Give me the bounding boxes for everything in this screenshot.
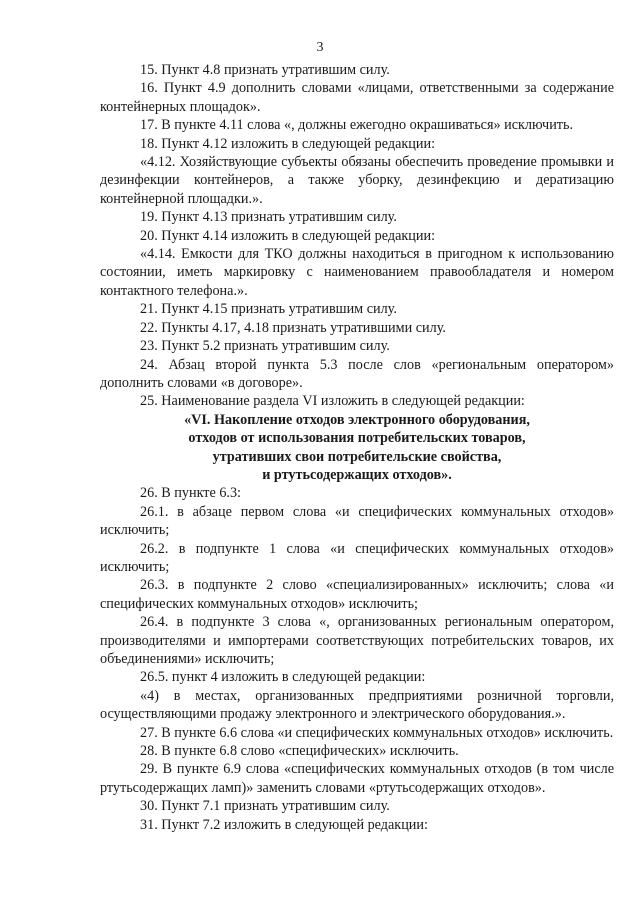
document-body <box>100 61 614 834</box>
section-heading-line: «VI. Накопление отходов электронного оборудования, <box>184 411 530 428</box>
paragraph-26-2: 26.2. в подпункте 1 слова «и специфических коммунальных отходов» исключить; <box>100 540 614 575</box>
paragraph-24: 24. Абзац второй пункта 5.3 после слов «региональным оператором» дополнить словами «в договоре». <box>100 356 614 391</box>
paragraph-18: 18. Пункт 4.12 изложить в следующей редакции: <box>140 135 436 152</box>
paragraph-26: 26. В пункте 6.3: <box>140 485 241 502</box>
paragraph-17: 17. В пункте 4.11 слова «, должны ежегодно окрашиваться» исключить. <box>140 117 574 134</box>
paragraph-20: 20. Пункт 4.14 изложить в следующей редакции: <box>140 227 436 244</box>
paragraph-26-5: 26.5. пункт 4 изложить в следующей редакции: <box>140 669 426 686</box>
paragraph-29: 29. В пункте 6.9 слова «специфических коммунальных отходов (в том числе ртутьсодержащих ламп)» заменить словами «ртутьсодержащих отходов». <box>100 761 614 796</box>
section-heading-line: и ртутьсодержащих отходов». <box>262 466 452 483</box>
paragraph-4-12-text: «4.12. Хозяйствующие субъекты обязаны обеспечить проведение промывки и дезинфекции контейнеров, а также уборку, дезинфекцию и дератизацию контейнерной площадки.». <box>100 154 614 207</box>
paragraph-15: 15. Пункт 4.8 признать утратившим силу. <box>140 62 390 78</box>
paragraph-28: 28. В пункте 6.8 слово «специфических» исключить. <box>140 743 459 760</box>
paragraph-26-1: 26.1. в абзаце первом слова «и специфических коммунальных отходов» исключить; <box>100 503 614 539</box>
paragraph-26-3: 26.3. в подпункте 2 слово «специализированных» исключить; слова «и специфических коммунальных отходов» исключить; <box>100 577 614 612</box>
paragraph-31: 31. Пункт 7.2 изложить в следующей редакции: <box>140 816 428 833</box>
paragraph-25: 25. Наименование раздела VI изложить в следующей редакции: <box>140 393 525 410</box>
paragraph-4-14-text: «4.14. Емкости для ТКО должны находиться в пригодном к использованию состоянии, иметь маркировку с наименованием правообладателя и номером контактного телефона.». <box>100 246 614 299</box>
section-heading-line: утративших свои потребительские свойства, <box>212 448 502 465</box>
section-heading <box>100 411 614 485</box>
page-number: 3 <box>316 40 324 55</box>
paragraph-4-item-text: «4) в местах, организованных предприятиями розничной торговли, осуществляющими продажу электронного и электрического оборудования.». <box>100 687 614 723</box>
paragraph-27: 27. В пункте 6.6 слова «и специфических коммунальных отходов» исключить. <box>140 724 614 741</box>
paragraph-26-4: 26.4. в подпункте 3 слова «, организованных региональным оператором, производителями и импортерами соответствующих потребительских товаров, их объединениями» исключить; <box>100 614 614 667</box>
paragraph-16: 16. Пункт 4.9 дополнить словами «лицами, ответственными за содержание контейнерных площадок». <box>100 80 614 115</box>
section-heading-line: отходов от использования потребительских товаров, <box>188 430 526 447</box>
paragraph-21: 21. Пункт 4.15 признать утратившим силу. <box>140 301 397 318</box>
paragraph-30: 30. Пункт 7.1 признать утратившим силу. <box>140 798 390 815</box>
paragraph-19: 19. Пункт 4.13 признать утратившим силу. <box>140 209 397 226</box>
paragraph-23: 23. Пункт 5.2 признать утратившим силу. <box>140 338 390 355</box>
paragraph-22: 22. Пункты 4.17, 4.18 признать утратившими силу. <box>140 319 446 336</box>
